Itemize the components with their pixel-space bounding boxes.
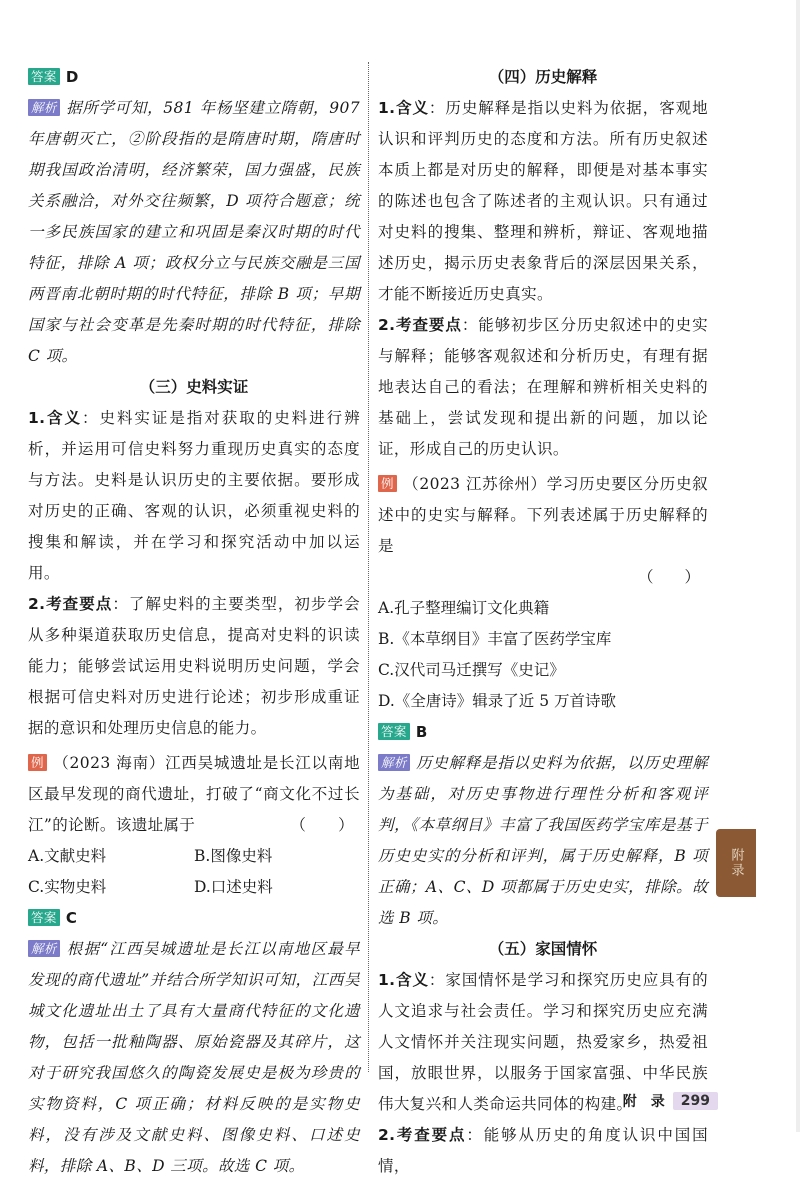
section-heading-3: （三）史料实证 [139, 378, 249, 396]
example-tag: 例 [378, 475, 397, 492]
definition-text: ：历史解释是指以史料为依据，客观地认识和评判历史的态度和方法。所有历史叙述本质上都是对历史的解释，即便是对基本事实的陈述也包含了陈述者的主观认识。只有通过对史料的搜集、整理和辨析，辩证、客观地描述历史，揭示历史表象背后的深层因果关系，才能不断接近历史真实。 [378, 99, 708, 303]
requirements-label: 2.考查要点 [28, 595, 113, 613]
answer-letter: D [65, 68, 79, 86]
definition-label: 1.含义 [378, 971, 429, 989]
page-footer [623, 1091, 718, 1111]
analysis-3 [378, 748, 708, 934]
option-b: B.《本草纲目》丰富了医药学宝库 [378, 630, 612, 648]
option-d: D.口述史料 [194, 878, 273, 896]
requirements-text: ：了解史料的主要类型，初步学会从多种渠道获取历史信息，提高对史料的识读能力；能够尝试运用史料说明历史问题，学会根据可信史料对历史进行论述；初步形成重证据的意识和处理历史信息的能力。 [28, 595, 360, 737]
example-question [28, 748, 360, 841]
requirements-label: 2.考查要点 [378, 1126, 467, 1144]
left-column [28, 62, 360, 1182]
appendix-side-tab: 附录 [716, 829, 756, 897]
example-text: （2023 江苏徐州）学习历史要区分历史叙述中的史实与解释。下列表述属于历史解释的是 [378, 475, 708, 555]
requirements-text: ：能够从历史的角度认识中国国情， [378, 1126, 708, 1175]
option-a: A.孔子整理编订文化典籍 [378, 599, 550, 617]
section3-definition [28, 403, 360, 589]
option-c: C.实物史料 [28, 878, 107, 896]
right-column [378, 62, 708, 1182]
answer-letter: B [415, 723, 428, 741]
analysis-text: 据所学可知，581 年杨坚建立隋朝，907 年唐朝灭亡，②阶段指的是隋唐时期，隋唐时期我国政治清明，经济繁荣，国力强盛，民族关系融洽，对外交往频繁，D 项符合题意；统一多民族国家的建立和巩固是秦汉时期的时代特征，排除 A 项；政权分立与民族交融是三国两晋南北朝时期的时代特征，排除 B 项；早期国家与社会变革是先秦时期的时代特征，排除 C 项。 [28, 99, 360, 365]
section4-requirements [378, 310, 708, 465]
page-number: 299 [673, 1092, 718, 1110]
answer-3 [378, 717, 708, 748]
answer-letter: C [65, 909, 78, 927]
section3-requirements [28, 589, 360, 744]
answer-tag: 答案 [28, 909, 60, 926]
answer-1 [28, 62, 360, 93]
analysis-tag: 解析 [28, 940, 60, 957]
option-a: A.文献史料 [28, 847, 107, 865]
analysis-tag: 解析 [28, 99, 60, 116]
answer-blank: （ ） [637, 568, 700, 586]
answer-tag: 答案 [28, 68, 60, 85]
answer-tag: 答案 [378, 723, 410, 740]
section-heading-4: （四）历史解释 [488, 68, 598, 86]
analysis-tag: 解析 [378, 754, 410, 771]
example-question [378, 469, 708, 562]
answer-2 [28, 903, 360, 934]
section-heading-5: （五）家国情怀 [488, 940, 598, 958]
definition-label: 1.含义 [378, 99, 429, 117]
analysis-2 [28, 934, 360, 1182]
analysis-text: 历史解释是指以史料为依据，以历史理解为基础，对历史事物进行理性分析和客观评判，《本草纲目》丰富了我国医药学宝库是基于历史史实的分析和评判，属于历史解释，B 项正确；A、C、D 项都属于历史史实，排除。故选 B 项。 [378, 754, 708, 927]
analysis-text: 根据“江西吴城遗址是长江以南地区最早发现的商代遗址”并结合所学知识可知，江西吴城文化遗址出土了具有大量商代特征的文化遗物，包括一批釉陶器、原始瓷器及其碎片，这对于研究我国悠久的陶瓷发展史是极为珍贵的实物资料，C 项正确；材料反映的是实物史料，没有涉及文献史料、图像史料、口述史料，排除 A、B、D 三项。故选 C 项。 [28, 940, 360, 1175]
section5-requirements [378, 1120, 708, 1182]
requirements-label: 2.考查要点 [378, 316, 462, 334]
definition-text: ：家国情怀是学习和探究历史应具有的人文追求与社会责任。学习和探究历史应充满人文情怀并关注现实问题，热爱家乡，热爱祖国，放眼世界，以服务于国家富强、中华民族伟大复兴和人类命运共同体的构建。 [378, 971, 708, 1113]
options-list [28, 841, 360, 903]
page-edge [796, 0, 800, 1132]
requirements-text: ：能够初步区分历史叙述中的史实与解释；能够客观叙述和分析历史，有理有据地表达自己的看法；在理解和辨析相关史料的基础上，尝试发现和提出新的问题，加以论证，形成自己的历史认识。 [378, 316, 708, 458]
column-divider [368, 62, 369, 1072]
definition-label: 1.含义 [28, 409, 82, 427]
example-text: （2023 海南）江西吴城遗址是长江以南地区最早发现的商代遗址，打破了“商文化不过长江”的论断。该遗址属于 [28, 754, 360, 834]
option-c: C.汉代司马迁撰写《史记》 [378, 661, 565, 679]
analysis-1 [28, 93, 360, 372]
option-b: B.图像史料 [194, 847, 273, 865]
footer-label: 附 录 [622, 1094, 665, 1110]
definition-text: ：史料实证是指对获取的史料进行辨析，并运用可信史料努力重现历史真实的态度与方法。史料是认识历史的主要依据。要形成对历史的正确、客观的认识，必须重视史料的搜集和解读，并在学习和探究活动中加以运用。 [28, 409, 360, 582]
section4-definition [378, 93, 708, 310]
answer-blank: （ ） [290, 816, 354, 834]
example-tag: 例 [28, 754, 47, 771]
option-d: D.《全唐诗》辑录了近 5 万首诗歌 [378, 692, 617, 710]
